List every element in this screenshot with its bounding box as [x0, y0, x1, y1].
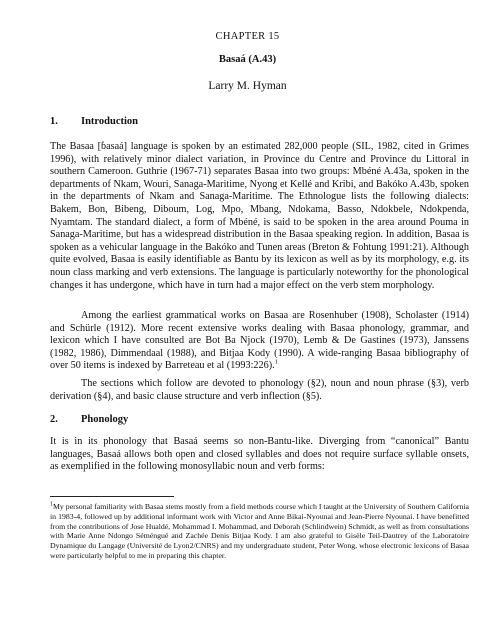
section-1-paragraph-2-text: Among the earliest grammatical works on Basaa are Rosenhuber (1908), Scholaster (1914) and Schürle (1912). More recent extensive works dealing with Basaa phonology, grammar, and lexicon which I have consulted are Bot Ba Njock (1970), Lemb & De Gastines (1973), Janssens (1982, 1986), Dimmendaal (1988), and Bitjaa Kody (1990). A wide-ranging Basaa bibliography of over 50 items is indexed by Barreteau et al (1993:226). — [50, 310, 469, 372]
footnote-reference[interactable]: 1 — [274, 358, 278, 366]
section-1-paragraph-3: The sections which follow are devoted to phonology (§2), noun and noun phrase (§3), verb derivation (§4), and basic clause structure and verb inflection (§5). — [50, 378, 469, 402]
section-1-heading — [50, 116, 138, 127]
chapter-title: Basaá (A.43) — [218, 54, 277, 65]
section-1-title: Introduction — [81, 116, 138, 127]
section-1-paragraph-2 — [50, 310, 469, 373]
section-2-number: 2. — [50, 414, 58, 425]
section-2-paragraph-1: It is in its phonology that Basaá seems so non-Bantu-like. Diverging from “canonical” Bantu languages, Basaá allows both open and closed syllables and does not require surface syllable onsets, as exemplified in the following monosyllabic noun and verb forms: — [50, 436, 469, 473]
footnote-text: My personal familiarity with Basaa stems mostly from a field methods course which I taught at the University of Southern California in 1983-4, followed up by additional informant work with Victor and Anne Bikai-Nyounai and Jean-Pierre Nyounai. I have benefitted from the contributions of Jose Hualdé, Mohammad I. Mohammad, and Deborah (Schlindwein) Schmidt, as well as from consultations with Marie Anne Ndongo Séméngué and Zachée Denis Bitjaa Kody. I am also grateful to Gisèle Teil-Dautrey of the Laboratoire Dynamique du Langage (Université de Lyon2/CNRS) and my undergraduate student, Peter Wong, whose electronic lexicons of Basaa were particularly helpful to me in preparing this chapter. — [50, 502, 469, 560]
section-2-title: Phonology — [81, 414, 129, 425]
section-2-heading — [50, 414, 128, 425]
section-1-number: 1. — [50, 116, 58, 127]
footnote-mark: 1 — [50, 501, 53, 508]
chapter-label: CHAPTER 15 — [215, 31, 280, 42]
author-name: Larry M. Hyman — [208, 80, 287, 92]
footnote-divider — [50, 496, 174, 497]
section-1-paragraph-1: The Basaa [ɓasaá] language is spoken by an estimated 282,000 people (SIL, 1982, cited in Grimes 1996), with relatively minor dialect variation, in Province du Centre and Province du Littoral in southern Cameroon. Guthrie (1967-71) separates Basaa into two groups: Mbéné A.43a, spoken in the departments of Nkam, Wouri, Sanaga-Maritime, Nyong et Kellé and Kribi, and Bakóko A.43b, spoken in the departments of Nkam and Sanaga-Maritime. The Ethnologue lists the following dialects: Bakem, Bon, Bibeng, Diboum, Log, Mpo, Mbang, Ndokama, Basso, Ndokbele, Ndokpenda, Nyamtam. The standard dialect, a form of Mbéné, is said to be spoken in the area around Pouma in Sanaga-Maritime, but has a widespread distribution in the Basaa speaking region. In addition, Basaa is spoken as a vehicular language in the Bakóko and Tunen areas (Breton & Fohtung 1991:21). Although quite evolved, Basaa is easily identifiable as Bantu by its lexicon as well as by its morphology, e.g. its noun class marking and verb extensions. The language is particularly noteworthy for the phonological changes it has undergone, which have in turn had a major effect on the verb stem morphology. — [50, 141, 469, 291]
footnote — [50, 502, 469, 561]
